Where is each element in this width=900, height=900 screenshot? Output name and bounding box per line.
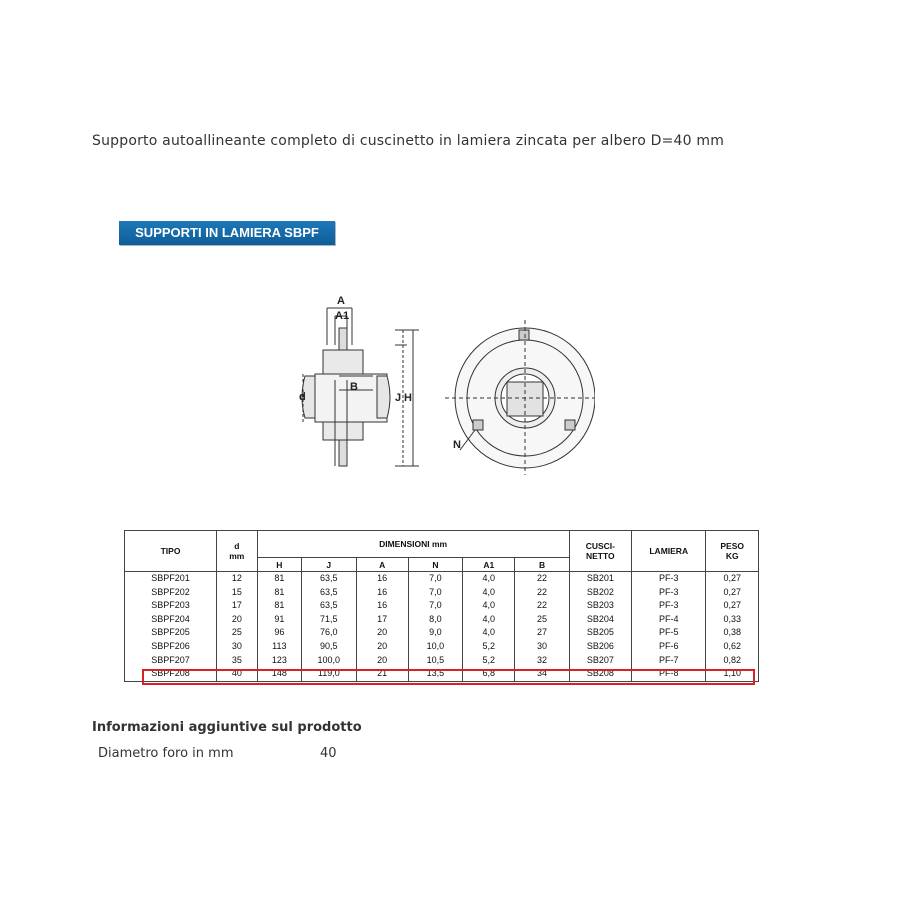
dimensions-table bbox=[124, 530, 759, 682]
table-row bbox=[125, 599, 759, 613]
table-cell: 4,0 bbox=[463, 613, 515, 627]
table-cell: 123 bbox=[257, 654, 301, 668]
label-a: A bbox=[337, 295, 345, 307]
table-row bbox=[125, 613, 759, 627]
table-cell: SBPF206 bbox=[125, 640, 217, 654]
table-cell: 35 bbox=[217, 654, 258, 668]
table-cell: 17 bbox=[356, 613, 408, 627]
header-j: J bbox=[302, 558, 356, 572]
table-cell: SBPF203 bbox=[125, 599, 217, 613]
table-cell: 32 bbox=[515, 654, 569, 668]
header-dimensioni: DIMENSIONI mm bbox=[257, 531, 569, 558]
table-cell: 20 bbox=[356, 654, 408, 668]
table-cell: 113 bbox=[257, 640, 301, 654]
table-cell: PF-3 bbox=[632, 586, 706, 600]
table-cell: 30 bbox=[515, 640, 569, 654]
table-cell: 13,5 bbox=[408, 667, 462, 681]
table-cell: 81 bbox=[257, 599, 301, 613]
table-cell: PF-3 bbox=[632, 599, 706, 613]
table-cell: 16 bbox=[356, 599, 408, 613]
header-b: B bbox=[515, 558, 569, 572]
table-cell: 0,27 bbox=[706, 599, 759, 613]
table-cell: PF-6 bbox=[632, 640, 706, 654]
table-cell: 25 bbox=[217, 626, 258, 640]
table-cell: PF-3 bbox=[632, 572, 706, 586]
label-a1: A1 bbox=[335, 310, 350, 322]
table-cell: 81 bbox=[257, 586, 301, 600]
table-cell: 7,0 bbox=[408, 599, 462, 613]
label-j: J bbox=[395, 392, 402, 404]
table-cell: 10,5 bbox=[408, 654, 462, 668]
header-a: A bbox=[356, 558, 408, 572]
header-tipo: TIPO bbox=[125, 531, 217, 572]
technical-drawing bbox=[295, 290, 595, 475]
table-cell: PF-7 bbox=[632, 654, 706, 668]
table-cell: 81 bbox=[257, 572, 301, 586]
table-cell: 20 bbox=[217, 613, 258, 627]
table-cell: 8,0 bbox=[408, 613, 462, 627]
table-cell: 30 bbox=[217, 640, 258, 654]
table-cell: 63,5 bbox=[302, 586, 356, 600]
table-cell: 4,0 bbox=[463, 626, 515, 640]
table-cell: 0,33 bbox=[706, 613, 759, 627]
table-cell: 100,0 bbox=[302, 654, 356, 668]
table-cell: 148 bbox=[257, 667, 301, 681]
table-cell: 1,10 bbox=[706, 667, 759, 681]
table-cell: 4,0 bbox=[463, 586, 515, 600]
header-cuscinetto: CUSCI- NETTO bbox=[569, 531, 631, 572]
table-cell: 7,0 bbox=[408, 572, 462, 586]
table-cell: 90,5 bbox=[302, 640, 356, 654]
table-cell: 4,0 bbox=[463, 599, 515, 613]
table-cell: 0,38 bbox=[706, 626, 759, 640]
table-row bbox=[125, 586, 759, 600]
table-cell: 4,0 bbox=[463, 572, 515, 586]
table-cell: 0,62 bbox=[706, 640, 759, 654]
header-d: d mm bbox=[217, 531, 258, 572]
table-cell: 34 bbox=[515, 667, 569, 681]
table-cell: SB207 bbox=[569, 654, 631, 668]
product-description: Supporto autoallineante completo di cuscinetto in lamiera zincata per albero D=40 mm bbox=[92, 133, 725, 149]
table-cell: 91 bbox=[257, 613, 301, 627]
table-row bbox=[125, 654, 759, 668]
label-d: d bbox=[299, 391, 306, 403]
table-cell: PF-8 bbox=[632, 667, 706, 681]
table-cell: SBPF205 bbox=[125, 626, 217, 640]
label-h: H bbox=[404, 392, 412, 404]
table-cell: 20 bbox=[356, 626, 408, 640]
header-lamiera: LAMIERA bbox=[632, 531, 706, 572]
table-cell: 22 bbox=[515, 599, 569, 613]
table-cell: PF-4 bbox=[632, 613, 706, 627]
header-n: N bbox=[408, 558, 462, 572]
additional-info-title: Informazioni aggiuntive sul prodotto bbox=[92, 720, 362, 735]
table-row bbox=[125, 626, 759, 640]
label-n: N bbox=[453, 439, 461, 451]
table-cell: 0,27 bbox=[706, 572, 759, 586]
table-cell: SB204 bbox=[569, 613, 631, 627]
table-cell: 63,5 bbox=[302, 572, 356, 586]
table-cell: 96 bbox=[257, 626, 301, 640]
table-cell: 15 bbox=[217, 586, 258, 600]
table-cell: SBPF204 bbox=[125, 613, 217, 627]
bore-diameter-value: 40 bbox=[320, 746, 337, 761]
table-cell: 16 bbox=[356, 586, 408, 600]
table-cell: SB203 bbox=[569, 599, 631, 613]
table-cell: 16 bbox=[356, 572, 408, 586]
table-cell: 20 bbox=[356, 640, 408, 654]
table-cell: 7,0 bbox=[408, 586, 462, 600]
table-cell: SBPF207 bbox=[125, 654, 217, 668]
table-cell: SB206 bbox=[569, 640, 631, 654]
table-cell: 5,2 bbox=[463, 654, 515, 668]
header-a1: A1 bbox=[463, 558, 515, 572]
table-cell: 6,8 bbox=[463, 667, 515, 681]
table-cell: 76,0 bbox=[302, 626, 356, 640]
table-cell: SB201 bbox=[569, 572, 631, 586]
table-cell: 63,5 bbox=[302, 599, 356, 613]
table-cell: SBPF202 bbox=[125, 586, 217, 600]
table-cell: SB205 bbox=[569, 626, 631, 640]
bore-diameter-label: Diametro foro in mm bbox=[98, 746, 234, 761]
table-cell: 25 bbox=[515, 613, 569, 627]
table-row bbox=[125, 640, 759, 654]
table-cell: 119,0 bbox=[302, 667, 356, 681]
section-banner: SUPPORTI IN LAMIERA SBPF bbox=[119, 221, 335, 245]
table-cell: 40 bbox=[217, 667, 258, 681]
header-h: H bbox=[257, 558, 301, 572]
header-peso: PESO KG bbox=[706, 531, 759, 572]
table-row bbox=[125, 572, 759, 586]
table-cell: 22 bbox=[515, 586, 569, 600]
table-cell: 22 bbox=[515, 572, 569, 586]
table-cell: PF-5 bbox=[632, 626, 706, 640]
table-cell: 0,82 bbox=[706, 654, 759, 668]
table-cell: 27 bbox=[515, 626, 569, 640]
table-cell: 17 bbox=[217, 599, 258, 613]
table-cell: SBPF201 bbox=[125, 572, 217, 586]
table-cell: 21 bbox=[356, 667, 408, 681]
table-cell: 12 bbox=[217, 572, 258, 586]
table-cell: 9,0 bbox=[408, 626, 462, 640]
table-cell: 5,2 bbox=[463, 640, 515, 654]
table-cell: 10,0 bbox=[408, 640, 462, 654]
table-cell: SB202 bbox=[569, 586, 631, 600]
label-b: B bbox=[350, 381, 358, 393]
selected-row-highlight bbox=[142, 669, 755, 685]
table-cell: SB208 bbox=[569, 667, 631, 681]
table-cell: 0,27 bbox=[706, 586, 759, 600]
table-cell: 71,5 bbox=[302, 613, 356, 627]
table-cell: SBPF208 bbox=[125, 667, 217, 681]
